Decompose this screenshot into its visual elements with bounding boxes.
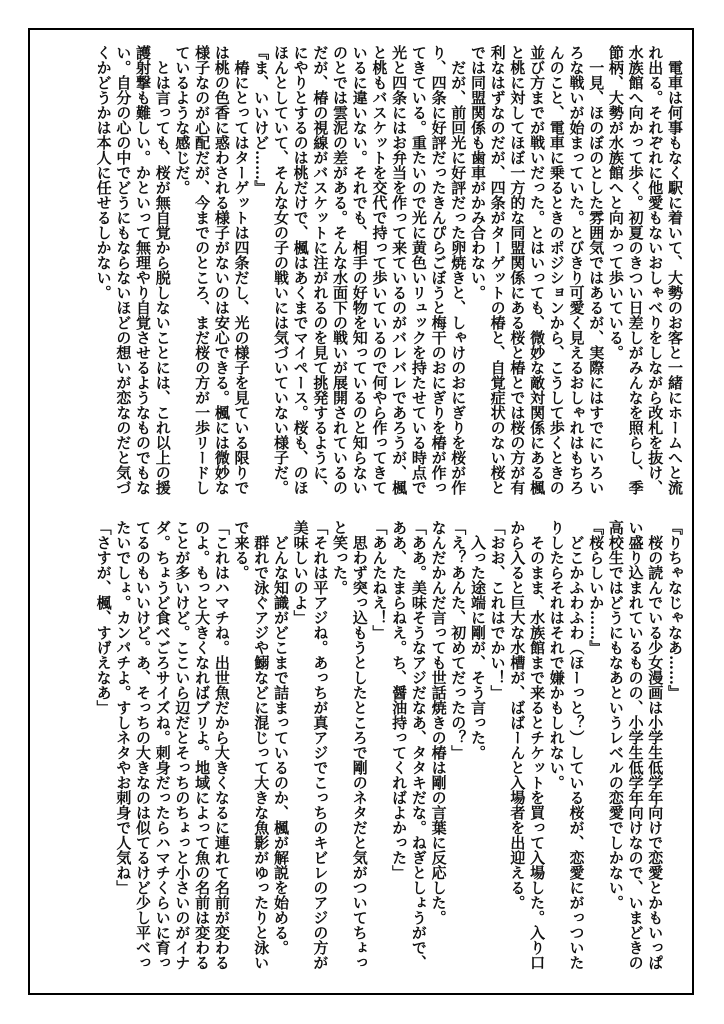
text-line: 光と四条にはお弁当を作って来ているのがバレバレであろうが、楓 [390,45,409,495]
text-line: くかどうかは本人に任せるしかない。 [94,45,113,300]
text-line: ダ。ちょうど食べごろサイズね。刺身だったらハマチくらいに育っ [153,520,172,970]
text-line: では同盟関係も歯車がかみ合わない。 [468,45,487,300]
text-line: ているような感じだ。 [173,45,192,195]
text-line: いるに違いない。それでも、相手の好物を知っているのと知らない [350,45,369,495]
text-line: 『りちゃなじゃなあ……』 [666,520,684,700]
text-block-bottom [89,520,684,980]
text-line: にやりとするのは桃だけで、楓はあくまでマイペース。桜も、のほ [291,45,310,495]
text-line: い。自分の心の中でどうにもならないほどの想いが恋なのだと気づ [114,45,133,495]
text-line: 様子なのが心配だが、今までのところ、まだ桜の方が一歩リードし [193,45,212,495]
text-line: てるのもいいけど。あ、そっちの大きなのは似てるけど少し平べっ [134,520,153,970]
text-line: り、四条に好評だったきんぴらごぼうと梅干のおにぎりを椿が作っ [429,45,448,495]
text-line: 美味しいのよ」 [291,520,310,625]
text-line: 「え？あんた、初めてだったの？」 [449,520,468,760]
text-line: 一見、ほのぼのとした雰囲気ではあるが、実際にはすでにいろい [587,45,606,495]
text-line: 利なはずなのだが、四条がターゲットの椿と、自覚症状のない桜と [488,45,507,495]
text-line: い盛り込まれているものの、小学生低学年向けなので、いまどきの [626,520,645,970]
text-line: んのこと、電車に乗るときのポジションから、こうして歩くときの [547,45,566,495]
text-line: りしたらそれはそれで嫌かもしれない。 [547,520,566,790]
text-line: れ出る。それぞれに他愛もないおしゃべりをしながら改札を抜け、 [646,45,665,495]
text-line: だが、前回光に好評だった卵焼きと、しゃけのおにぎりを桜が作 [449,45,468,495]
text-line: ああ、たまらねえ。ち、醤油持ってくればよかった」 [390,520,409,880]
text-line: 並び方までが戦いだった。とはいっても、微妙な敵対関係にある楓 [528,45,547,495]
text-line: てきている。重たいので光に黄色いリュックを持たせている時点で [409,45,428,495]
text-line: と桃に対してほぼ一方的な同盟関係にある桜と椿とでは桜の方が有 [508,45,527,495]
text-line: 水族館へ向かって歩く。初夏のきつい日差しがみんなを照らし、季 [626,45,645,495]
text-line: 護射撃も難しい。かといって無理やり自覚させるようなものでもな [134,45,153,495]
text-line: 桜の読んでいる少女漫画は小学生低学年向けで恋愛とかもいっぱ [646,520,665,970]
text-line: 「それは平アジね。あっちが真アジでこっちのキビレのアジの方が [311,520,330,970]
text-block-top [89,45,684,500]
text-line: 入った途端に剛が、そう言った。 [468,520,487,760]
text-line: と桃もバスケットを交代で持って歩いているので何やら作ってきて [370,45,389,495]
text-line: 「ああ。美味そうなアジだなあ、タタキだな。ねぎとしょうがで、 [409,520,428,970]
text-line: ろな戦いが始まっていた。とびきり可愛く見えるおしゃれはもちろ [567,45,586,495]
text-line: から入ると巨大な水槽が、ばばーんと入場者を出迎える。 [508,520,527,910]
text-line: だが、椿の視線がバスケットに注がれるのを見て挑発するように、 [311,45,330,495]
text-line: のよ。もっと大きくなればブリよ。地域によって魚の名前は変わる [193,520,212,970]
text-line: と笑った。 [331,520,350,595]
text-line: 「さすが、楓、すげえなあ」 [94,520,113,715]
text-line: で来る。 [232,520,251,580]
text-line: 節柄、大勢が水族館へと向かって歩いている。 [606,45,625,360]
text-line: とは言っても、桜が無自覚から脱しないことには、これ以上の援 [153,45,172,495]
text-line: ほんとしていて、そんな女の子の戦いには気づいていない様子だ。 [271,45,290,495]
text-line: ことが多いけど。ここいら辺だとそっちのちょっと小さいのがイナ [173,520,192,970]
text-line: どこかふわふわ（ほーっと？）している桜が、恋愛にがっついた [567,520,586,970]
text-line: 高校生ではどうにもなあというレベルの恋愛でしかない。 [606,520,625,910]
text-line: 「あんたねえ！」 [370,520,389,640]
text-line: 群れで泳ぐアジや鰯などに混じって大きな魚影がゆったりと泳い [252,520,271,970]
text-line: どんな知識がどこまで詰まっているのか、楓が解説を始める。 [271,520,290,955]
text-line: 『桜らしいか……』 [587,520,606,655]
text-line: 電車は何事もなく駅に着いて、大勢のお客と一緒にホームへと流 [666,45,684,495]
text-line: 『ま、いいけど……』 [252,45,271,195]
text-line: なんだかんだ言っても世話焼きの椿は剛の言葉に反応した。 [429,520,448,925]
text-line: 椿にとってはターゲットは四条だし、光の様子を見ている限りで [232,45,251,495]
text-line: は桃の色香に惑わされる様子がないのは安心できる。楓には微妙な [212,45,231,495]
text-line: そのまま、水族館まで来るとチケットを買って入場した。入り口 [528,520,547,970]
text-line: 「これはハマチね。出世魚だから大きくなるに連れて名前が変わる [212,520,231,970]
text-line: たいでしょ。カンパチよ。すしネタやお刺身で人気ね」 [114,520,133,895]
text-line: 思わず突っ込もうとしたところで剛のネタだと気がついてちょっ [350,520,369,970]
text-line: のとでは雲泥の差がある。そんな水面下の戦いが展開されているの [331,45,350,495]
text-line: 「おお、これはでかい！」 [488,520,507,700]
